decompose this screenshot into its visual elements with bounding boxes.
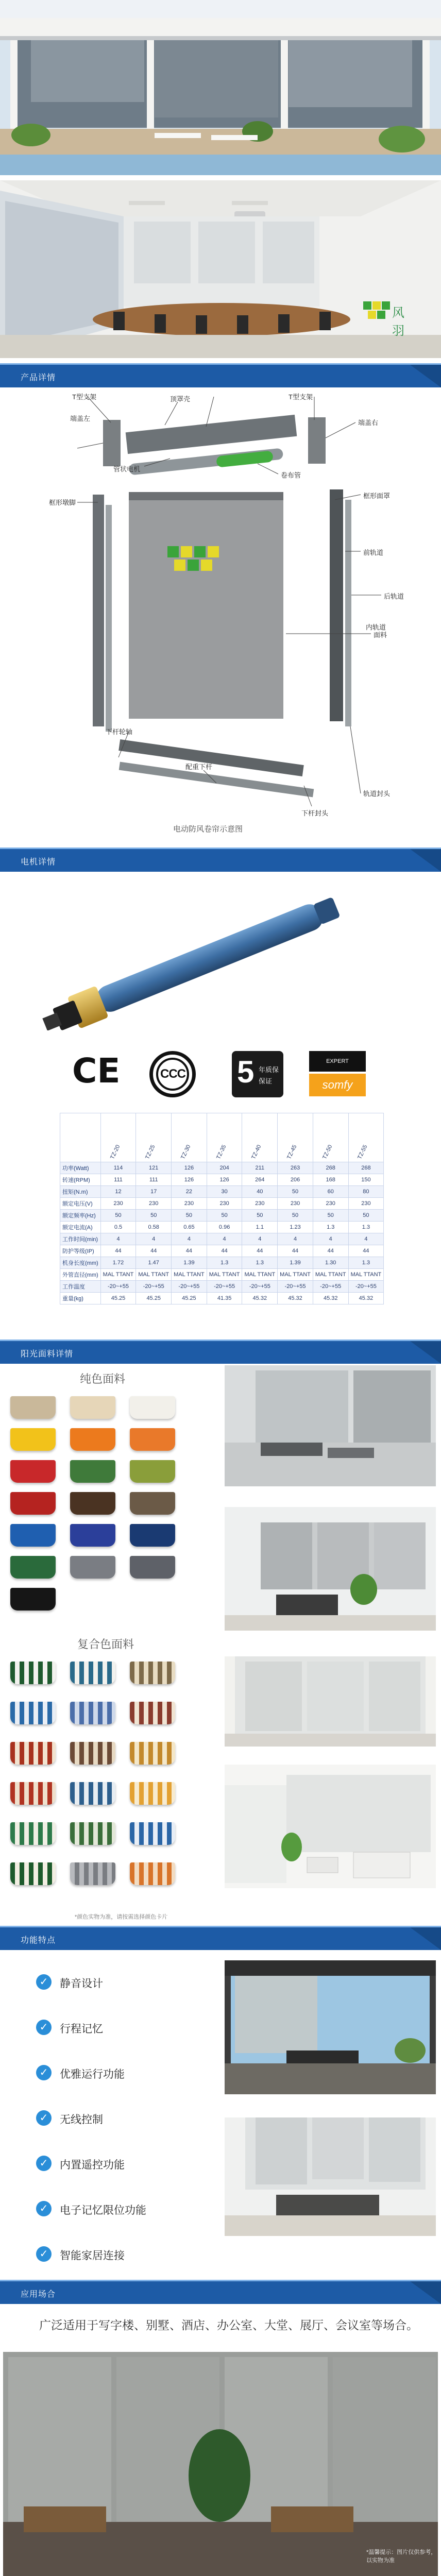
solid-fabric-swatch[interactable]	[70, 1460, 115, 1483]
hero-conference-photo	[0, 180, 441, 358]
spec-cell: 45.32	[313, 1293, 348, 1304]
section-title: 产品详情	[21, 374, 56, 382]
spec-cell: 50	[278, 1186, 313, 1198]
solid-fabric-swatch[interactable]	[130, 1492, 175, 1515]
section-title: 电机详情	[21, 858, 56, 867]
spec-cell: -20~+55	[313, 1281, 348, 1293]
spec-cell: 126	[207, 1174, 242, 1186]
spec-cell: 4	[348, 1233, 384, 1245]
checkmark-icon: ✓	[36, 2201, 52, 2216]
feature-item	[36, 1973, 222, 1994]
spec-cell: 12	[100, 1186, 136, 1198]
warranty-badge-icon: 5 年质保 保证	[232, 1051, 283, 1097]
solid-fabric-swatch[interactable]	[130, 1460, 175, 1483]
spec-cell: 1.3	[207, 1257, 242, 1269]
somfy-expert-badge-icon: EXPERT somfy	[309, 1051, 366, 1097]
label-inner-track: 内轨道	[366, 623, 386, 631]
striped-fabric-swatch[interactable]	[70, 1702, 115, 1724]
solid-fabric-grid	[10, 1396, 206, 1674]
spec-row	[60, 1293, 384, 1304]
spec-cell: 264	[242, 1174, 278, 1186]
spec-cell: 230	[172, 1198, 207, 1210]
spec-row	[60, 1198, 384, 1210]
solid-fabric-swatch[interactable]	[10, 1428, 56, 1451]
spec-cell: -20~+55	[278, 1281, 313, 1293]
spec-cell: 1.3	[313, 1222, 348, 1233]
solid-fabric-swatch[interactable]	[10, 1460, 56, 1483]
spec-cell: 4	[242, 1233, 278, 1245]
solid-fabric-swatch[interactable]	[130, 1556, 175, 1579]
ce-mark-icon: CE	[72, 1051, 121, 1091]
spec-row-label: 重量(kg)	[60, 1293, 101, 1304]
section-header-product-detail	[0, 363, 441, 387]
spec-row	[60, 1281, 384, 1293]
spec-cell: MAL TTANT	[207, 1269, 242, 1281]
spec-cell: 60	[313, 1186, 348, 1198]
spec-row-label: 工作温度	[60, 1281, 101, 1293]
spec-cell: 1.47	[136, 1257, 172, 1269]
spec-cell: 50	[136, 1210, 172, 1222]
spec-cell: -20~+55	[100, 1281, 136, 1293]
striped-fabric-swatch[interactable]	[70, 1782, 115, 1805]
solid-fabric-swatch[interactable]	[70, 1556, 115, 1579]
feature-photo-room	[225, 2117, 436, 2236]
section-header-application	[0, 2280, 441, 2304]
spec-cell: 126	[172, 1162, 207, 1174]
brand-logo-text: 风羽	[392, 306, 405, 338]
label-rear-track: 后轨道	[384, 592, 404, 600]
spec-row-label: 额定电流(A)	[60, 1222, 101, 1233]
feature-label: 行程记忆	[60, 2023, 103, 2035]
spec-row	[60, 1222, 384, 1233]
spec-cell: 111	[136, 1174, 172, 1186]
spec-cell: 1.30	[313, 1257, 348, 1269]
spec-row	[60, 1233, 384, 1245]
striped-fabric-swatch[interactable]	[10, 1782, 56, 1805]
feature-item	[36, 2019, 222, 2039]
label-top-cover: 顶罩壳	[170, 395, 191, 403]
spec-cell: 230	[313, 1198, 348, 1210]
spec-row-label: 防护等级(IP)	[60, 1245, 101, 1257]
section-title: 功能特点	[21, 1936, 56, 1945]
feature-item	[36, 2245, 222, 2266]
spec-cell: 1.3	[348, 1222, 384, 1233]
label-bottom-bar-cap: 下杆封头	[301, 809, 329, 817]
spec-cell: 230	[100, 1198, 136, 1210]
spec-cell: 50	[348, 1210, 384, 1222]
label-guide-rail-cover-right: 框形面罩	[363, 492, 391, 500]
label-fabric: 面料	[374, 631, 387, 639]
spec-row-label: 工作时间(min)	[60, 1233, 101, 1245]
spec-column-header: TZ-55	[348, 1113, 384, 1162]
diagram-caption: 电动防风卷帘示意图	[173, 825, 243, 834]
label-guide-rail-cover-left: 框形墩脚	[49, 499, 76, 506]
striped-fabric-swatch[interactable]	[130, 1782, 175, 1805]
spec-cell: MAL TTANT	[348, 1269, 384, 1281]
section-header-fabric-detail	[0, 1340, 441, 1364]
certification-logos	[72, 1046, 381, 1103]
spec-cell: 45.32	[348, 1293, 384, 1304]
fabric-photo-3	[225, 1656, 436, 1747]
feature-photo-pergola	[225, 1960, 436, 2094]
solid-fabric-swatch[interactable]	[10, 1524, 56, 1547]
striped-fabric-title: 复合色面料	[77, 1638, 134, 1651]
spec-cell: 1.39	[278, 1257, 313, 1269]
motor-illustration	[0, 876, 441, 1030]
spec-cell: MAL TTANT	[136, 1269, 172, 1281]
striped-fabric-swatch[interactable]	[130, 1702, 175, 1724]
striped-fabric-swatch[interactable]	[10, 1702, 56, 1724]
feature-label: 优雅运行功能	[60, 2069, 125, 2080]
spec-cell: 44	[242, 1245, 278, 1257]
spec-cell: 50	[100, 1210, 136, 1222]
spec-row-label: 扭矩(N.m)	[60, 1186, 101, 1198]
striped-fabric-swatch[interactable]	[70, 1862, 115, 1885]
spec-cell: 50	[242, 1210, 278, 1222]
spec-row-label: 外管直径(mm)	[60, 1269, 101, 1281]
spec-cell: 1.23	[278, 1222, 313, 1233]
exploded-diagram	[0, 392, 441, 855]
label-t-bracket-right: T型支架	[289, 393, 313, 401]
feature-label: 无线控制	[60, 2114, 103, 2126]
spec-row	[60, 1174, 384, 1186]
fabric-photo-2	[225, 1507, 436, 1631]
spec-cell: 111	[100, 1174, 136, 1186]
feature-label: 智能家居连接	[60, 2250, 125, 2262]
spec-cell: 44	[136, 1245, 172, 1257]
spec-cell: 45.32	[278, 1293, 313, 1304]
spec-cell: 50	[207, 1210, 242, 1222]
solid-fabric-swatch[interactable]	[130, 1396, 175, 1419]
spec-column-header: TZ-50	[313, 1113, 348, 1162]
striped-fabric-swatch[interactable]	[70, 1822, 115, 1845]
feature-item	[36, 2109, 222, 2130]
striped-fabric-swatch[interactable]	[130, 1822, 175, 1845]
label-track-cap: 轨道封头	[363, 790, 391, 798]
spec-row-label: 转速(RPM)	[60, 1174, 101, 1186]
spec-column-header: TZ-40	[242, 1113, 278, 1162]
spec-row	[60, 1186, 384, 1198]
striped-fabric-swatch[interactable]	[130, 1742, 175, 1765]
fabric-note: *颜色实物为准，请按需选择颜色卡片	[75, 1914, 168, 1920]
spec-table	[60, 1113, 384, 1304]
section-title: 阳光面料详情	[21, 1350, 74, 1359]
spec-cell: 1.3	[242, 1257, 278, 1269]
spec-cell: MAL TTANT	[242, 1269, 278, 1281]
solid-fabric-swatch[interactable]	[10, 1492, 56, 1515]
striped-fabric-swatch[interactable]	[70, 1742, 115, 1765]
spec-cell: -20~+55	[136, 1281, 172, 1293]
spec-cell: 114	[100, 1162, 136, 1174]
solid-fabric-swatch[interactable]	[10, 1396, 56, 1419]
checkmark-icon: ✓	[36, 2246, 52, 2262]
solid-fabric-swatch[interactable]	[10, 1556, 56, 1579]
features-list	[36, 1973, 222, 2293]
spec-cell: 41.35	[207, 1293, 242, 1304]
label-tube-motor: 管状电机	[113, 465, 141, 473]
spec-cell: MAL TTANT	[313, 1269, 348, 1281]
striped-fabric-swatch[interactable]	[130, 1662, 175, 1684]
hero-exterior-photo	[0, 0, 441, 175]
striped-fabric-grid	[10, 1662, 206, 1909]
spec-cell: 4	[100, 1233, 136, 1245]
spec-column-header: TZ-35	[207, 1113, 242, 1162]
spec-row	[60, 1245, 384, 1257]
checkmark-icon: ✓	[36, 2020, 52, 2035]
spec-cell: 230	[242, 1198, 278, 1210]
spec-cell: 230	[278, 1198, 313, 1210]
spec-cell: 4	[172, 1233, 207, 1245]
spec-cell: -20~+55	[348, 1281, 384, 1293]
spec-cell: MAL TTANT	[278, 1269, 313, 1281]
spec-cell: 44	[207, 1245, 242, 1257]
spec-cell: 0.65	[172, 1222, 207, 1233]
spec-cell: 4	[136, 1233, 172, 1245]
spec-cell: 45.25	[172, 1293, 207, 1304]
checkmark-icon: ✓	[36, 2156, 52, 2171]
spec-cell: 45.25	[136, 1293, 172, 1304]
spec-cell: 1.1	[242, 1222, 278, 1233]
solid-fabric-swatch[interactable]	[10, 1588, 56, 1611]
spec-corner-cell	[60, 1113, 101, 1162]
spec-row	[60, 1162, 384, 1174]
spec-row	[60, 1269, 384, 1281]
spec-cell: 230	[136, 1198, 172, 1210]
striped-fabric-swatch[interactable]	[10, 1862, 56, 1885]
ccc-mark-icon: CCC	[149, 1051, 196, 1097]
label-counterweight-bar: 配重下杆	[185, 763, 213, 771]
spec-cell: 4	[207, 1233, 242, 1245]
spec-cell: 1.3	[348, 1257, 384, 1269]
striped-fabric-swatch[interactable]	[70, 1662, 115, 1684]
spec-cell: 80	[348, 1186, 384, 1198]
label-front-track: 前轨道	[363, 549, 384, 556]
spec-cell: -20~+55	[242, 1281, 278, 1293]
spec-cell: 121	[136, 1162, 172, 1174]
striped-fabric-swatch[interactable]	[130, 1862, 175, 1885]
spec-cell: 1.72	[100, 1257, 136, 1269]
spec-cell: 268	[313, 1162, 348, 1174]
spec-row-label: 额定频率(Hz)	[60, 1210, 101, 1222]
spec-column-header: TZ-20	[100, 1113, 136, 1162]
section-header-features	[0, 1926, 441, 1950]
striped-fabric-swatch[interactable]	[10, 1742, 56, 1765]
checkmark-icon: ✓	[36, 2110, 52, 2126]
brand-logo	[363, 301, 410, 338]
spec-cell: 230	[348, 1198, 384, 1210]
label-roller-tube: 卷布管	[281, 471, 301, 479]
spec-row-label: 额定电压(V)	[60, 1198, 101, 1210]
spec-cell: 44	[313, 1245, 348, 1257]
section-header-motor-detail	[0, 848, 441, 872]
spec-cell: -20~+55	[172, 1281, 207, 1293]
spec-row-label: 机身长度(mm)	[60, 1257, 101, 1269]
solid-fabric-swatch[interactable]	[130, 1428, 175, 1451]
feature-item	[36, 2064, 222, 2084]
solid-fabric-swatch[interactable]	[70, 1428, 115, 1451]
spec-cell: 45.25	[100, 1293, 136, 1304]
feature-label: 静音设计	[60, 1978, 103, 1990]
spec-cell: 40	[242, 1186, 278, 1198]
spec-cell: 50	[313, 1210, 348, 1222]
spec-cell: 50	[278, 1210, 313, 1222]
spec-cell: 126	[172, 1174, 207, 1186]
solid-fabric-title: 纯色面料	[80, 1372, 126, 1385]
spec-column-header: TZ-30	[172, 1113, 207, 1162]
spec-cell: 268	[348, 1162, 384, 1174]
spec-cell: MAL TTANT	[100, 1269, 136, 1281]
fabric-photo-1	[225, 1365, 436, 1486]
striped-fabric-swatch[interactable]	[10, 1662, 56, 1684]
solid-fabric-swatch[interactable]	[70, 1396, 115, 1419]
fabric-photo-4	[225, 1765, 436, 1888]
checkmark-icon: ✓	[36, 2065, 52, 2080]
spec-row-label: 功率(Watt)	[60, 1162, 101, 1174]
feature-label: 内置遥控功能	[60, 2159, 125, 2171]
solid-fabric-swatch[interactable]	[70, 1588, 115, 1611]
spec-cell: 44	[348, 1245, 384, 1257]
spec-table-container	[60, 1113, 384, 1304]
spec-cell: 30	[207, 1186, 242, 1198]
spec-column-header: TZ-45	[278, 1113, 313, 1162]
checkmark-icon: ✓	[36, 1974, 52, 1990]
spec-row	[60, 1257, 384, 1269]
application-text: 广泛适用于写字楼、别墅、酒店、办公室、大堂、展厅、会议室等场合。	[39, 2318, 418, 2332]
feature-item	[36, 2155, 222, 2175]
feature-item	[36, 2200, 222, 2221]
striped-fabric-swatch[interactable]	[10, 1822, 56, 1845]
section-title: 应用场合	[21, 2290, 56, 2299]
spec-cell: 263	[278, 1162, 313, 1174]
solid-fabric-swatch[interactable]	[70, 1492, 115, 1515]
spec-cell: -20~+55	[207, 1281, 242, 1293]
label-bottom-bar-end: 下杆轮轴	[106, 728, 133, 736]
spec-cell: 45.32	[242, 1293, 278, 1304]
label-end-cap-right: 端盖右	[358, 419, 379, 427]
spec-cell: 17	[136, 1186, 172, 1198]
spec-cell: 4	[278, 1233, 313, 1245]
solid-fabric-swatch[interactable]	[70, 1524, 115, 1547]
spec-cell: MAL TTANT	[172, 1269, 207, 1281]
spec-cell: 0.5	[100, 1222, 136, 1233]
label-end-cap-left: 端盖左	[70, 415, 91, 422]
spec-column-header: TZ-25	[136, 1113, 172, 1162]
spec-cell: 44	[100, 1245, 136, 1257]
spec-cell: 168	[313, 1174, 348, 1186]
application-photo-lobby	[3, 2352, 438, 2576]
spec-cell: 44	[172, 1245, 207, 1257]
spec-cell: 204	[207, 1162, 242, 1174]
spec-cell: 4	[313, 1233, 348, 1245]
spec-cell: 44	[278, 1245, 313, 1257]
label-t-bracket-left: T型支架	[72, 393, 96, 401]
solid-fabric-swatch[interactable]	[130, 1588, 175, 1611]
spec-cell: 206	[278, 1174, 313, 1186]
spec-cell: 230	[207, 1198, 242, 1210]
solid-fabric-swatch[interactable]	[130, 1524, 175, 1547]
spec-cell: 1.39	[172, 1257, 207, 1269]
spec-cell: 0.58	[136, 1222, 172, 1233]
spec-cell: 0.96	[207, 1222, 242, 1233]
spec-cell: 150	[348, 1174, 384, 1186]
lobby-photo-caption: *温馨提示：图片仅供参考，以实物为准	[366, 2549, 437, 2564]
spec-row	[60, 1210, 384, 1222]
spec-cell: 22	[172, 1186, 207, 1198]
feature-label: 电子记忆限位功能	[60, 2205, 146, 2216]
spec-cell: 50	[172, 1210, 207, 1222]
spec-cell: 211	[242, 1162, 278, 1174]
